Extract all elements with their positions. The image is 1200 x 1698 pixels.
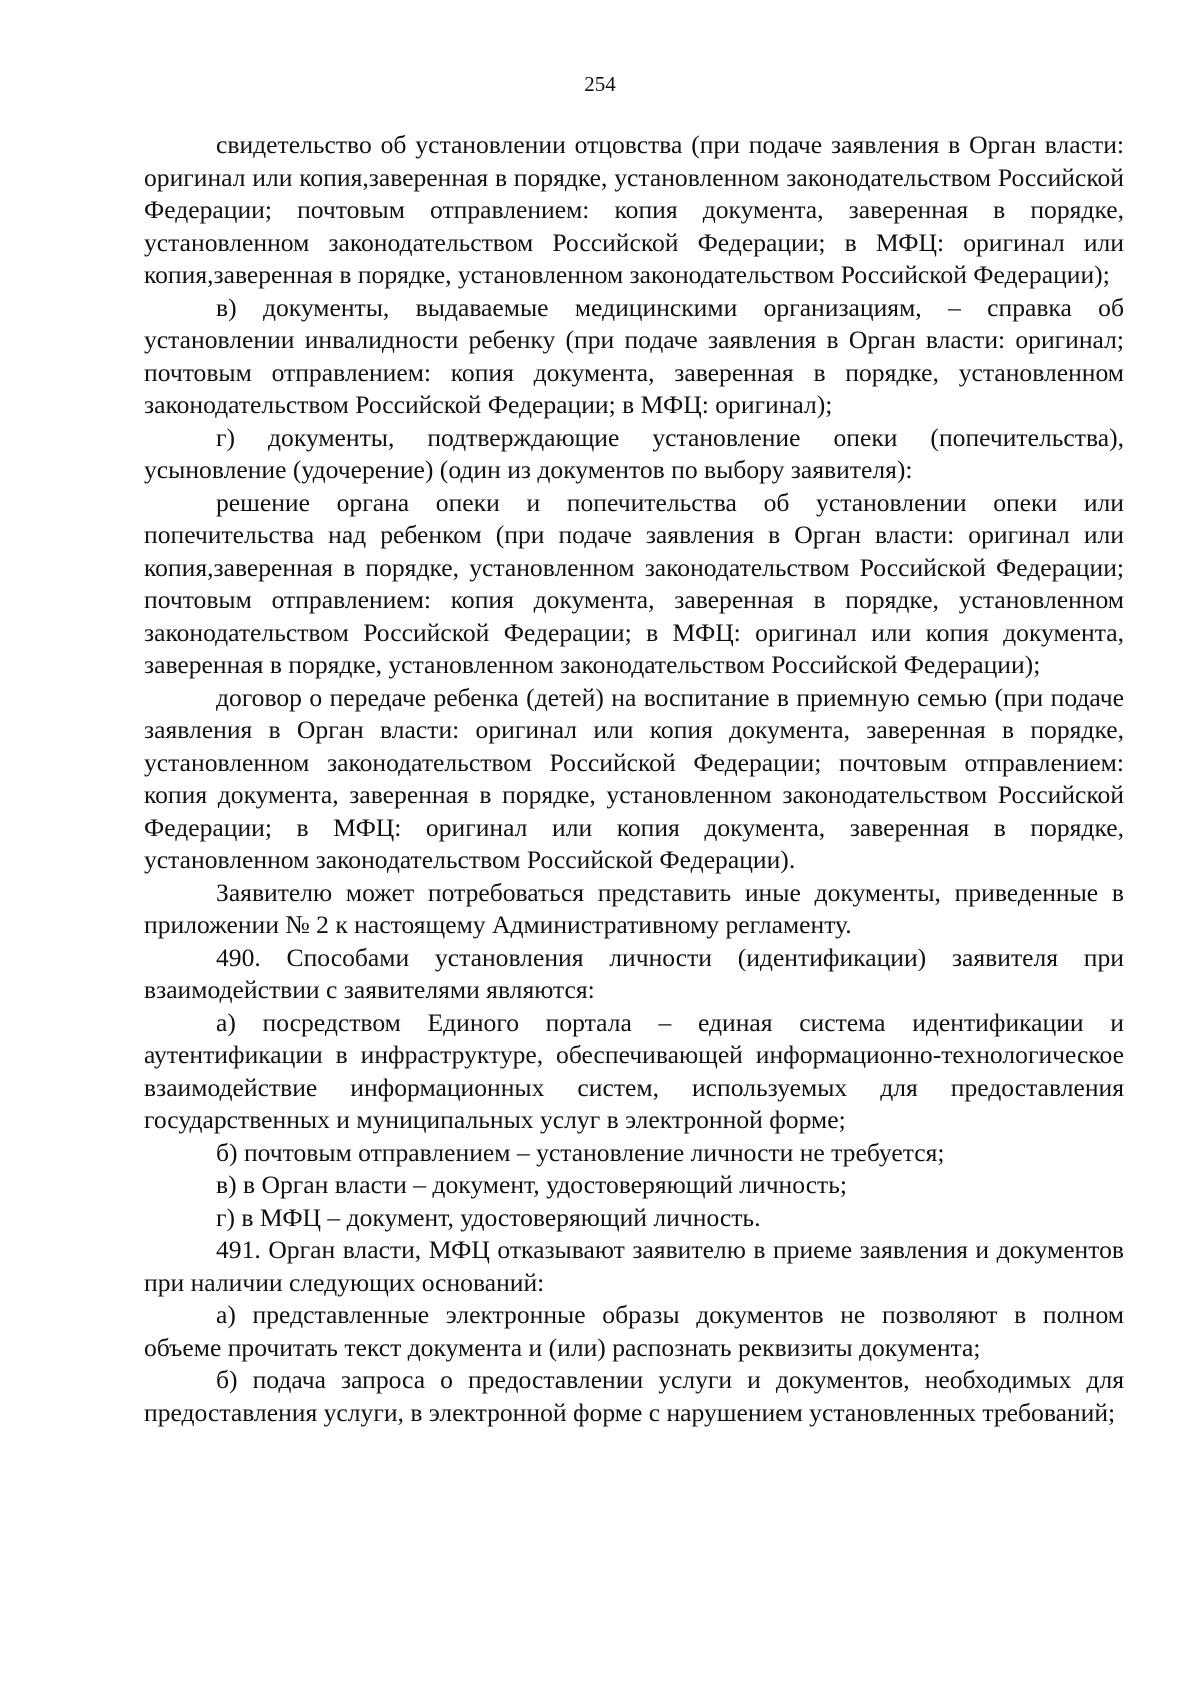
paragraph-491-refusal: 491. Орган власти, МФЦ отказывают заявителю в приеме заявления и документов при наличии следующих оснований: xyxy=(144,1235,1124,1297)
paragraph-other-documents: Заявителю может потребоваться представить иные документы, приведенные в приложении № 2 к настоящему Административному регламенту. xyxy=(144,877,1124,939)
document-body xyxy=(144,129,1124,1429)
paragraph-guardianship-documents: г) документы, подтверждающие установление опеки (попечительства), усыновление (удочерение) (один из документов по выбору заявителя): xyxy=(144,422,1124,484)
paragraph-490-identification: 490. Способами установления личности (идентификации) заявителя при взаимодействии с заявителями являются: xyxy=(144,942,1124,1004)
paragraph-491-b: б) подача запроса о предоставлении услуги и документов, необходимых для предоставления услуги, в электронной форме с нарушением установленных требований; xyxy=(144,1365,1124,1427)
page-number: 254 xyxy=(584,72,616,96)
paragraph-foster-family-contract: договор о передаче ребенка (детей) на воспитание в приемную семью (при подаче заявления в Орган власти: оригинал или копия документа, заверенная в порядке, установленном законодательством Российской Федерации; почтовым отправлением: копия документа, заверенная в порядке, установленном законодательством Российской Федерации; в МФЦ: оригинал или копия документа, заверенная в порядке, установленном законодательством Российской Федерации). xyxy=(144,682,1124,874)
paragraph-490-v: в) в Орган власти – документ, удостоверяющий личность; xyxy=(216,1170,848,1199)
paragraph-guardianship-decision: решение органа опеки и попечительства об установлении опеки или попечительства над ребенком (при подаче заявления в Орган власти: оригинал или копия,заверенная в порядке, установленном законодательством Российской Федерации; почтовым отправлением: копия документа, заверенная в порядке, установленном законодательством Российской Федерации; в МФЦ: оригинал или копия документа, заверенная в порядке, установленном законодательством Российской Федерации); xyxy=(144,487,1124,679)
paragraph-491-a: а) представленные электронные образы документов не позволяют в полном объеме прочитать текст документа и (или) распознать реквизиты документа; xyxy=(144,1300,1124,1362)
paragraph-490-g: г) в МФЦ – документ, удостоверяющий личность. xyxy=(216,1202,761,1232)
paragraph-paternity-certificate: свидетельство об установлении отцовства (при подаче заявления в Орган власти: оригинал или копия,заверенная в порядке, установленном законодательством Российской Федерации; почтовым отправлением: копия документа, заверенная в порядке, установленном законодательством Российской Федерации; в МФЦ: оригинал или копия,заверенная в порядке, установленном законодательством Российской Федерации); xyxy=(144,130,1124,289)
paragraph-490-b: б) почтовым отправлением – установление личности не требуется; xyxy=(216,1137,945,1167)
paragraph-490-a: а) посредством Единого портала – единая система идентификации и аутентификации в инфраструктуре, обеспечивающей информационно-технологическое взаимодействие информационных систем, используемых для предоставления государственных и муниципальных услуг в электронной форме; xyxy=(144,1007,1124,1134)
paragraph-medical-documents: в) документы, выдаваемые медицинскими организациям, – справка об установлении инвалидности ребенку (при подаче заявления в Орган власти: оригинал; почтовым отправлением: копия документа, заверенная в порядке, установленном законодательством Российской Федерации; в МФЦ: оригинал); xyxy=(144,292,1124,419)
